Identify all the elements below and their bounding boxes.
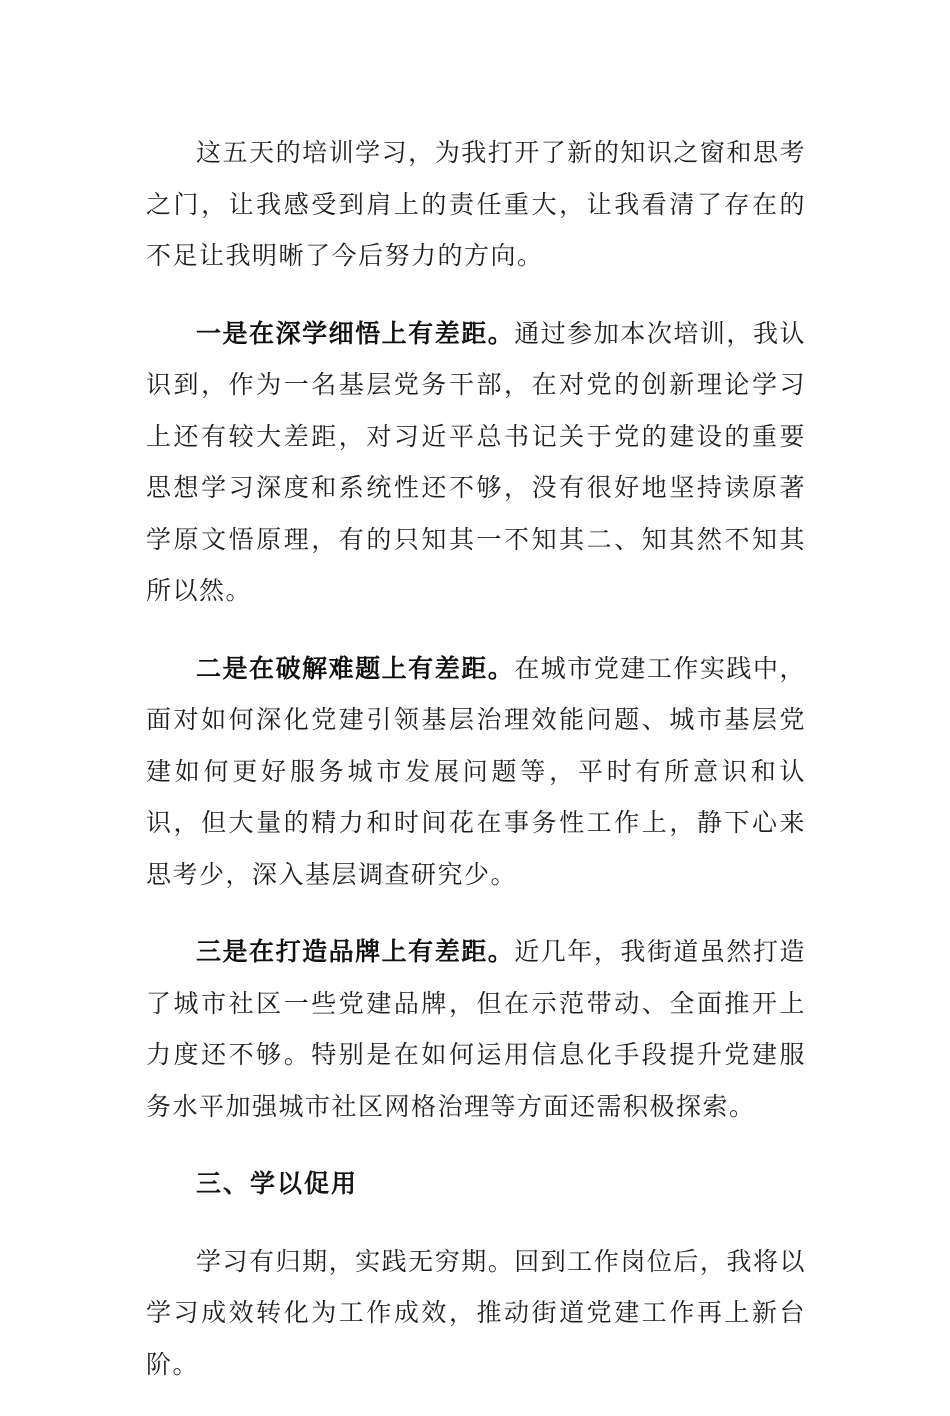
paragraph-text: 这五天的培训学习，为我打开了新的知识之窗和思考之门，让我感受到肩上的责任重大，让我看清了存在的不足让我明晰了今后努力的方向。 xyxy=(146,138,806,270)
paragraph-gap-study xyxy=(146,308,806,617)
paragraph-lead: 二是在破解难题上有差距。 xyxy=(196,653,515,683)
paragraph-text: 近几年，我街道虽然打造了城市社区一些党建品牌，但在示范带动、全面推开上力度还不够。特别是在如何运用信息化手段提升党建服务水平加强城市社区网格治理等方面还需积极探索。 xyxy=(146,937,806,1121)
paragraph-lead: 三是在打造品牌上有差距。 xyxy=(196,937,515,966)
paragraph-text: 在城市党建工作实践中，面对如何深化党建引领基层治理效能问题、城市基层党建如何更好服务城市发展问题等，平时有所意识和认识，但大量的精力和时间花在事务性工作上，静下心来思考少，深入基层调查研究少。 xyxy=(146,653,806,889)
paragraph-text: 通过参加本次培训，我认识到，作为一名基层党务干部，在对党的创新理论学习上还有较大差距，对习近平总书记关于党的建设的重要思想学习深度和系统性还不够，没有很好地坚持读原著学原文悟原理，有的只知其一不知其二、知其然不知其所以然。 xyxy=(146,318,806,605)
paragraph-gap-problems xyxy=(146,643,806,901)
section-heading: 三、学以促用 xyxy=(196,1169,359,1198)
paragraph-intro xyxy=(146,127,806,282)
document-body xyxy=(146,127,806,1416)
paragraph-gap-brand xyxy=(146,926,806,1132)
paragraph-lead: 一是在深学细悟上有差距。 xyxy=(196,318,515,348)
paragraph-closing: 学习有归期，实践无穷期。回到工作岗位后，我将以学习成效转化为工作成效，推动街道党建工作再上新台阶。 xyxy=(146,1246,806,1379)
